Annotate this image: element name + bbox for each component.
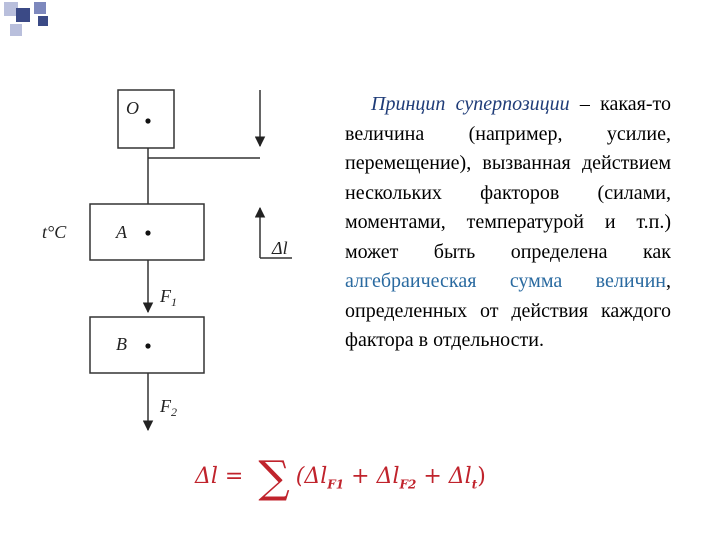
formula-lhs: Δl = bbox=[195, 464, 251, 489]
force-f2-label: $F_2$ bbox=[160, 396, 177, 419]
point-a-label: A bbox=[116, 222, 127, 242]
sigma-symbol: ∑ bbox=[258, 452, 290, 503]
delta-l-label: Δl bbox=[272, 238, 288, 258]
formula-term-3: + Δl bbox=[416, 464, 472, 489]
temperature-label: t°C bbox=[42, 222, 67, 242]
formula-close: ) bbox=[477, 464, 486, 489]
point-b-label: B bbox=[116, 334, 127, 354]
definition-text bbox=[345, 90, 671, 356]
superposition-formula bbox=[195, 452, 486, 503]
formula-term-2: + Δl bbox=[344, 464, 400, 489]
point-o-label: O bbox=[126, 98, 139, 118]
superposition-diagram bbox=[30, 80, 300, 440]
point-o bbox=[145, 118, 150, 123]
formula-sub-f2: F2 bbox=[399, 477, 417, 492]
definition-term: Принцип суперпозиции bbox=[371, 93, 570, 115]
force-f1-label: $F_1$ bbox=[160, 286, 177, 309]
point-a bbox=[145, 230, 150, 235]
formula-sub-f1: F1 bbox=[327, 477, 345, 492]
formula-sub-t: t bbox=[471, 477, 478, 492]
point-b bbox=[145, 343, 150, 348]
definition-body-2: , определенных от действия каждого фактора в отдельности. bbox=[345, 270, 671, 351]
algebraic-sum-link[interactable]: алгебраическая сумма величин bbox=[345, 270, 666, 292]
corner-decoration bbox=[0, 0, 60, 40]
definition-body-1: – какая-то величина (например, усилие, перемещение), вызванная действием нескольких факторов (силами, моментами, температурой и т.п.) может быть определена как bbox=[345, 93, 671, 263]
formula-term-1: (Δl bbox=[295, 464, 328, 489]
